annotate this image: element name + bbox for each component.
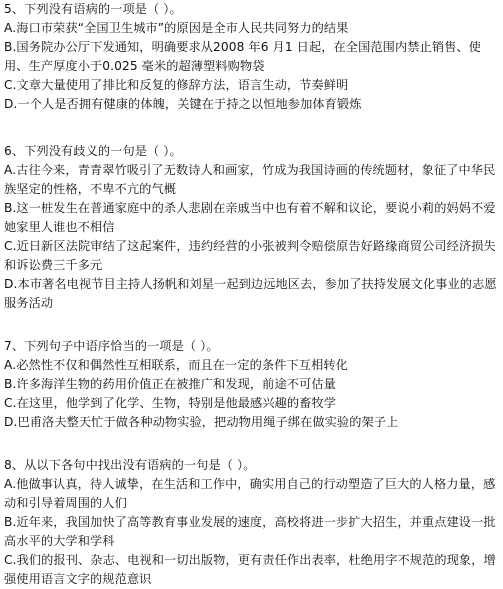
question-6 bbox=[4, 142, 497, 313]
question-stem: 5、下列没有语病的一项是（ ）。 bbox=[4, 2, 182, 16]
question-7 bbox=[4, 337, 497, 432]
option-c: C.近日新区法院审结了这起案件，违约经营的小张被判令赔偿原告好路缘商贸公司经济损失和诉讼费三千多元 bbox=[4, 239, 496, 272]
question-stem: 8、从以下各句中找出没有语病的一句是（ ）。 bbox=[4, 458, 256, 472]
option-b: B.近年来，我国加快了高等教育事业发展的速度，高校将进一步扩大招生，并重点建设一批高水平的大学和学科 bbox=[4, 515, 496, 548]
question-8 bbox=[4, 456, 497, 589]
option-a: A.必然性不仅和偶然性互相联系，而且在一定的条件下互相转化 bbox=[4, 358, 348, 372]
option-d: D.本市著名电视节目主持人扬帆和刘星一起到边远地区去，参加了扶持发展文化事业的志愿服务活动 bbox=[4, 277, 497, 310]
option-a: A.他做事认真，待人诚挚，在生活和工作中，确实用自己的行动塑造了巨大的人格力量，感动和引导着周围的人们 bbox=[4, 477, 496, 510]
option-c: C.我们的报刊、杂志、电视和一切出版物，更有责任作出表率，杜绝用字不规范的现象，增强使用语言文字的规范意识 bbox=[4, 553, 496, 586]
question-stem: 7、下列句子中语序恰当的一项是（ ）。 bbox=[4, 339, 219, 353]
option-b: B.这一桩发生在普通家庭中的杀人悲剧在亲戚当中也有着不解和议论，要说小莉的妈妈不爱她家里人谁也不相信 bbox=[4, 201, 496, 234]
option-d: D.巴甫洛夫整天忙于做各种动物实验，把动物用绳子绑在做实验的架子上 bbox=[4, 415, 399, 429]
option-c: C.文章大量使用了排比和反复的修辞方法，语言生动，节奏鲜明 bbox=[4, 78, 349, 92]
option-b: B.许多海洋生物的药用价值正在被推广和发现，前途不可估量 bbox=[4, 377, 336, 391]
option-b: B.国务院办公厅下发通知，明确要求从2008 年6 月1 日起，在全国范围内禁止销售、使用、生产厚度小于0.025 毫米的超薄塑料购物袋 bbox=[4, 40, 481, 73]
option-d: D.一个人是否拥有健康的体魄，关键在于持之以恒地参加体育锻炼 bbox=[4, 97, 362, 111]
option-a: A.古往今来，青青翠竹吸引了无数诗人和画家，竹成为我国诗画的传统题材，象征了中华民族坚定的性格，不卑不亢的气概 bbox=[4, 163, 496, 196]
option-a: A.海口市荣获“全国卫生城市”的原因是全市人民共同努力的结果 bbox=[4, 21, 349, 35]
question-stem: 6、下列没有歧义的一句是（ ）。 bbox=[4, 144, 182, 158]
question-5 bbox=[4, 0, 497, 114]
option-c: C.在这里，他学到了化学、生物，特别是他最感兴趣的畜牧学 bbox=[4, 396, 337, 410]
